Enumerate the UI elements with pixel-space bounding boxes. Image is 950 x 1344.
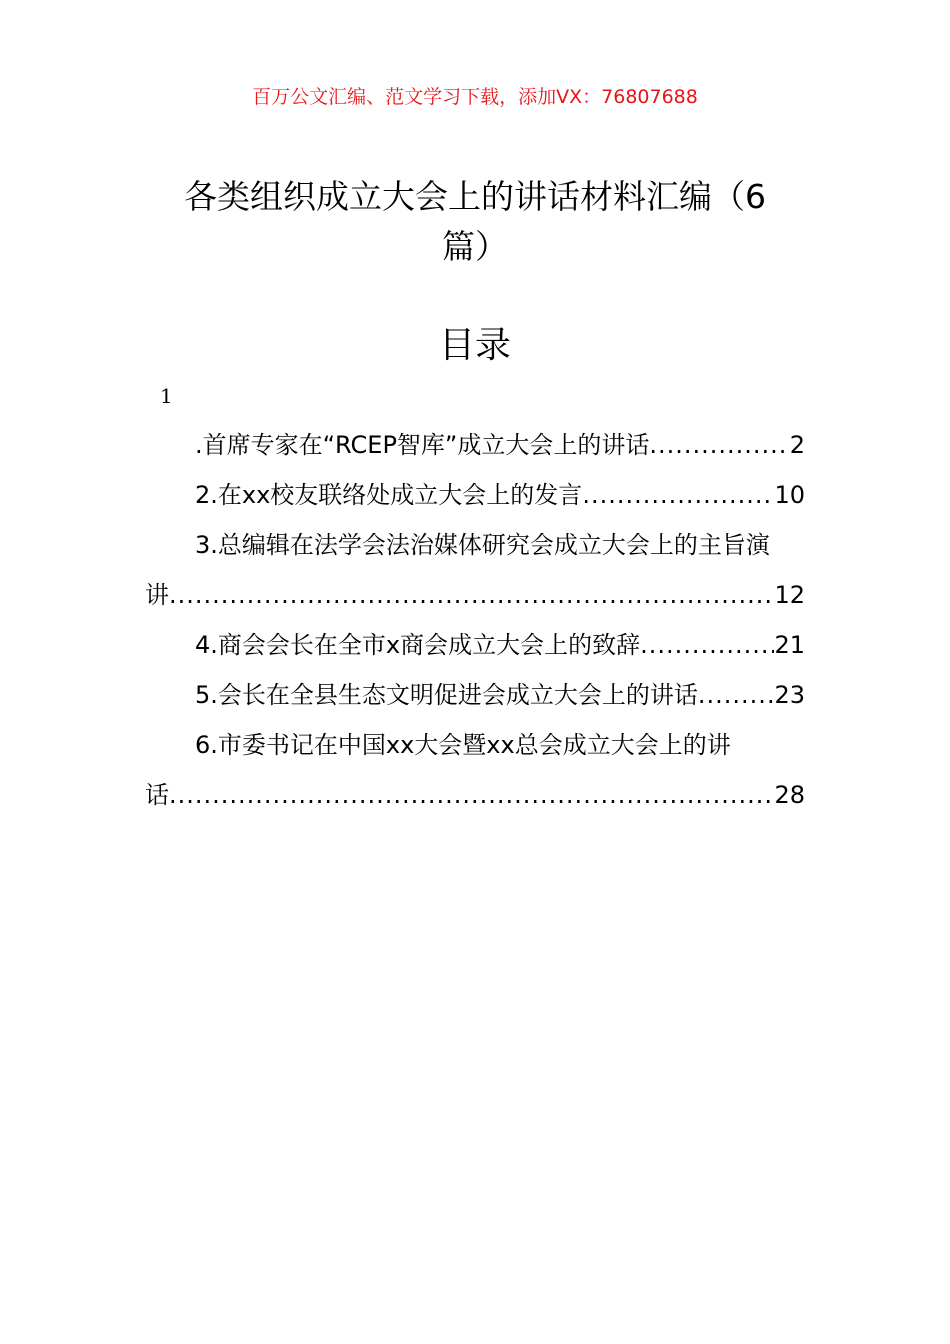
toc-entry[interactable]	[145, 720, 805, 820]
toc-entry-page: 12	[774, 581, 805, 609]
toc-leader-dots	[169, 770, 774, 820]
toc-entry[interactable]	[145, 470, 805, 520]
toc-leader-dots	[169, 570, 774, 620]
toc-leader-dots	[640, 620, 774, 670]
toc-entry-page: 23	[774, 681, 805, 709]
toc-entry[interactable]	[145, 670, 805, 720]
toc-leader-dots	[649, 420, 789, 470]
header-contact-line: 百万公文汇编、范文学习下载，添加VX：76807688	[252, 86, 698, 108]
toc-entry-page: 2	[789, 431, 805, 459]
toc-entry-title-line-1: 6.市委书记在中国xx大会暨xx总会成立大会上的讲	[195, 731, 731, 759]
document-title-line-2: 篇）	[442, 227, 508, 266]
toc-entry[interactable]	[145, 420, 805, 470]
toc-entry-title: 2.在xx校友联络处成立大会上的发言	[195, 481, 583, 509]
toc-entry-title: 4.商会会长在全市x商会成立大会上的致辞	[195, 631, 641, 659]
toc-entry-page: 10	[774, 481, 805, 509]
table-of-contents	[145, 420, 805, 820]
toc-entry-title-line-2: 话	[145, 781, 169, 809]
toc-heading: 目录	[438, 325, 511, 366]
footnote-number: 1	[160, 384, 173, 408]
toc-entry-page: 28	[774, 781, 805, 809]
toc-entry-page: 21	[774, 631, 805, 659]
toc-entry[interactable]	[145, 620, 805, 670]
toc-entry-title: 5.会长在全县生态文明促进会成立大会上的讲话	[195, 681, 698, 709]
toc-entry-title-line-1: 3.总编辑在法学会法治媒体研究会成立大会上的主旨演	[195, 531, 770, 559]
toc-entry-title-line-2: 讲	[145, 581, 169, 609]
toc-leader-dots	[582, 470, 774, 520]
toc-leader-dots	[698, 670, 775, 720]
toc-entry-line-2	[145, 570, 805, 620]
document-title	[150, 172, 800, 272]
toc-entry-title: .首席专家在“RCEP智库”成立大会上的讲话	[195, 431, 650, 459]
document-title-line-1: 各类组织成立大会上的讲话材料汇编（6	[184, 177, 766, 216]
toc-entry-line-2	[145, 770, 805, 820]
toc-entry[interactable]	[145, 520, 805, 620]
